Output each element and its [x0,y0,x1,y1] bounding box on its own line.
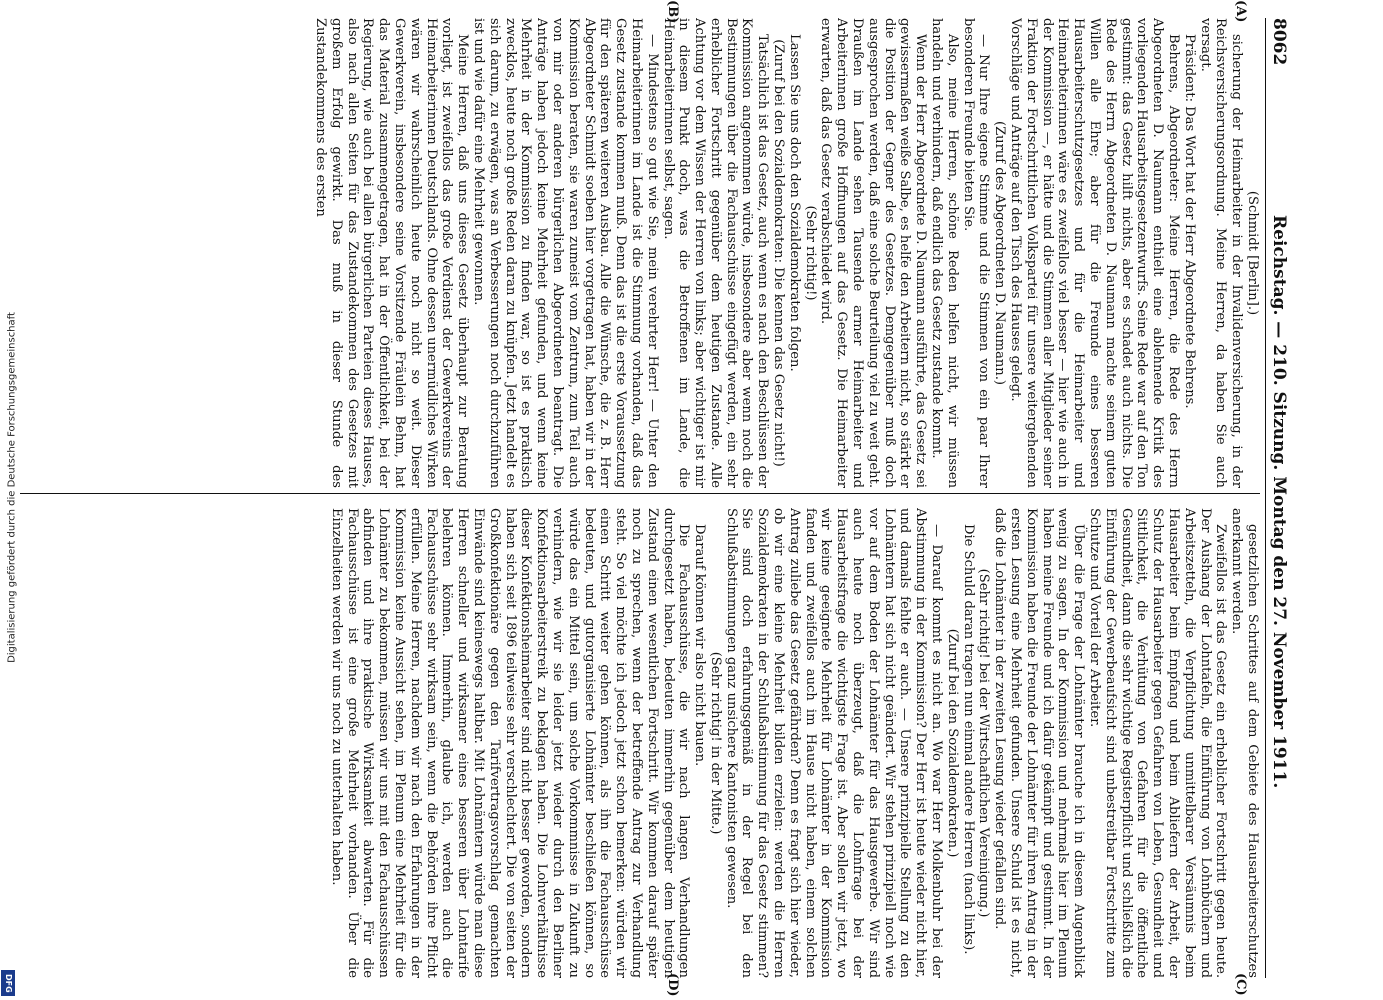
paragraph: (Zuruf bei den Sozialdemokraten: Die kennen das Gesetz nicht!) [771,39,787,467]
paragraph: (Schmidt [Berlin].) [1245,190,1260,316]
paragraph: Präsident: Das Wort hat der Herr Abgeordnete Behrens. [1181,34,1197,409]
paragraph: (Sehr richtig! bei der Wirtschaftlichen Vereinigung.) [976,568,992,918]
paragraph: gesetzlichen Schrittes auf dem Gebiete des Hausarbeiterschutzes anerkannt werden. [1229,508,1260,978]
paragraph: (Zuruf bei den Sozialdemokraten.) [944,628,960,858]
paragraph: Zweifellos ist das Gesetz ein erheblicher Fortschritt gegen heute. Der Aushang der Lohntafeln, die Einführung von Lohnbüchern und Arbeitszetteln, die Verpflichtung unmittelbarer Versäumnis beim Hausarbeiter beim Empfang und beim Abliefern der Arbeit, der Schutz der Hausarbeiter gegen Gefahren von Leben, Gesundheit und Sittlichkeit, die Verhütung von Gefahren für die öffentliche Gesundheit, dann die sehr wichtige Registerpflicht und schließlich die Einführung der Gewerbeaufsicht sind unbestreitbar Fortschritte zum Schutze und Vorteil der Arbeiter. [1087,508,1229,978]
dfg-logo-icon: DFG [1,970,15,996]
paragraph: (Sehr richtig!) [802,205,818,301]
paragraph: Wenn der Herr Abgeordnete D. Naumann ausführte, das Gesetz sei gewissermaßen weiße Salbe, es helfe den Arbeitern nicht, so stärkt er die Position der Gegner des Gesetzes. Demgegenüber muß doch ausgesprochen werden, daß eine solche Beurteilung viel zu weit geht. Draußen im Lande sehen Tausende armer Heimarbeiter und Arbeiterinnen große Hoffnungen auf das Gesetz. Die Heimarbeiter erwarten, daß das Gesetz verabschiedet wird. [818,18,929,488]
paragraph: sicherung der Heimarbeiter in der Invalidenversicherung, in der Reichsversicherungsordnung. Meine Herren, da haben Sie auch versagt. [1197,18,1245,488]
paragraph: Also, meine Herren, schöne Reden helfen nicht, wir müssen handeln und verhindern, daß endlich das Gesetz zustande kommt. [929,18,960,488]
rotated-page [10,0,1300,998]
paragraph: Darauf können wir also nicht bauen. [692,524,708,767]
margin-marker-b: (B) [665,0,680,24]
left-column [20,18,1260,488]
page-number: 8062 [1269,18,1289,66]
paragraph: — Mindestens so gut wie Sie, mein verehrter Herr! — Unter den Heimarbeiterinnen im Lande ist die Stimmung vorhanden, daß das Gesetz zustande kommen muß. Denn das ist die erste Voraussetzung für den späteren weiteren Ausbau. Alle die Wünsche, die z. B. Herr Abgeordneter Schmidt soeben hier vorgetragen hat, haben wir in der Kommission beraten, sie waren zumeist vom Zentrum, zum Teil auch von mir oder anderen bürgerlichen Abgeordneten beantragt. Die Anträge haben jedoch keine Mehrheit gefunden, und wenn keine Mehrheit in der Kommission zu finden war, so ist es praktisch zwecklos, heute noch große Reden daran zu knüpfen. Jetzt handelt es sich darum, zu erwägen, was an Verbesserungen noch durchzuführen ist und wie dafür eine Mehrheit gewonnen. [470,18,660,488]
digitization-credit: Digitalisierung gefördert durch die Deutsche Forschungsgemeinschaft [6,312,18,663]
paragraph: — Nur Ihre eigene Stimme und die Stimmen von ein paar Ihrer besonderen Freunde bieten Sie. [960,18,992,488]
page-title: Reichstag. — 210. Sitzung. Montag den 27. November 1911. [1269,215,1289,789]
paragraph: Lassen Sie uns doch den Sozialdemokraten folgen. [786,34,802,372]
paragraph: Meine Herren, daß uns dieses Gesetz überhaupt zur Beratung vorliegt, ist zweifellos das große Verdienst der Gewerkvereins der Heimarbeiterinnen Deutschlands. Ohne dessen unermüdliches Wirken wären wir wahrscheinlich heute noch nicht so weit. Dieser Gewerkverein, insbesondere seine Vorsitzende Fräulein Behm, hat das Material zusammengetragen, hat in der Öffentlichkeit, bei der Regierung, wie auch bei allen bürgerlichen Parteien dieses Hauses, also nach allen Seiten für das Zustandekommen des Gesetzes mit großem Erfolg gewirkt. Das muß in dieser Stunde des Zustandekommens des ersten [312,18,471,488]
right-column [20,508,1260,978]
paragraph: Behrens, Abgeordneter: Meine Herren, die Rede des Herrn Abgeordneten D. Naumann enthielt eine ablehnende Kritik des vorliegenden Hausarbeitsgesetzentwurfs. Seine Rede war auf den Ton gestimmt: das Gesetz hilft nichts, aber es schadet auch nichts. Die Rede des Herrn Abgeordneten D. Naumann machte seinem guten Willen alle Ehre; aber für die Freunde eines besseren Hausarbeiterschutzgesetzes und für die Heimarbeiter und Heimarbeiterinnen wäre es zweifellos viel besser — hier wie auch in der Kommission —, er hätte und die Stimmen aller Mitglieder seiner Fraktion der Fortschrittlichen Volkspartei für unsere weitergehenden Vorschläge und Anträge auf den Tisch des Hauses gelegt. [1008,18,1182,488]
paragraph: Tatsächlich ist das Gesetz, auch wenn es nach den Beschlüssen der Kommission angenommen würde, insbesondere aber wenn noch die Bestimmungen über die Fachausschüsse eingefügt werden, ein sehr erheblicher Fortschritt gegenüber dem heutigen Zustande. Alle Achtung vor dem Wissen der Herren von links; aber wichtiger ist mir in diesem Punkt doch, was die Betroffenen im Lande, die Heimarbeiterinnen selbst, sagen. [660,18,771,488]
margin-marker-d: (D) [665,973,680,997]
paragraph: Die Fachausschüsse, die wir nach langen Verhandlungen durchgesetzt haben, bedeuten immerhin gegenüber dem heutigen Zustand einen wesentlichen Fortschritt. Wir kommen darauf später noch zu sprechen, wenn der betreffende Antrag zur Verhandlung steht. So viel möchte ich jedoch jetzt schon bemerken: würden wir einen Schritt weiter gehen können, als ihn die Fachausschüsse bedeuten, und gutorganisierte Lohnämter beschließen können, so würde das ein Mittel sein, um solche Vorkommnisse in Zukunft zu verhindern, wie wir sie leider jetzt wieder durch den Berliner Konfektionsarbeiterstreik zu beklagen haben. Die Lohnverhältnisse dieser Konfektionsheimarbeiter sind nicht besser geworden, sondern haben sich seit 1896 teilweise sehr verschlechtert. Die von seiten der Großkonfektionäre gegen den Tarifvertragsvorschlag gemachten Einwände sind keineswegs haltbar. Mit Lohnämtern würde man diese Herren schneller und wirksamer eines besseren über Lohntarife belehren können. Immerhin, glaube ich, werden auch die Fachausschüsse sehr wirksam sein, wenn die Behörden ihre Pflicht erfüllen. Meine Herren, nachdem wir nach den Erfahrungen in der Kommission keine Aussicht sehen, im Plenum eine Mehrheit für die Lohnämter zu bekommen, müssen wir uns mit den Fachausschüssen abfinden und ihre praktische Wirksamkeit abwarten. Für die Fachausschüsse ist eine große Mehrheit vorhanden. Über die Einzelheiten werden wir uns noch zu unterhalten haben. [328,508,692,978]
margin-marker-a: (A) [1233,0,1248,23]
paragraph: Über die Frage der Lohnämter brauche ich in diesem Augenblick wenig zu sagen. In der Kommission und mehrmals hier im Plenum haben meine Freunde und ich dafür gekämpft und gestimmt. In der Kommission haben die Freunde der Lohnämter für ihren Antrag in der ersten Lesung eine Mehrheit gefunden. Unsere Schuld ist es nicht, daß die Lohnämter in der zweiten Lesung wieder gefallen sind. [992,508,1087,978]
paragraph: — Darauf kommt es nicht an. Wo war Herr Molkenbuhr bei der Abstimmung in der Kommission? Der Herr ist heute wieder nicht hier, und damals fehlte er auch. — Unsere prinzipielle Stellung zu den Lohnämtern hat sich nicht geändert. Wir stehen prinzipiell noch wie vor auf dem Boden der Lohnämter für das Hausgewerbe. Wir sind auch heute noch überzeugt, daß die Lohnfrage bei der Hausarbeitsfrage die wichtigste Frage ist. Aber sollen wir jetzt, wo wir keine geeignete Mehrheit für Lohnämter in der Kommission fanden und zweifellos auch im Hause nicht haben, einem solchen Antrag zuliebe das Gesetz gefährden? Denn es fragt sich hier wieder, ob wir eine kleine Mehrheit bilden erzielen: werden die Herren Sozialdemokraten in der Schlußabstimmung für das Gesetz stimmen? Sie sind doch erfahrungsgemäß in der Regel bei den Schlußabstimmungen ganz unsichere Kantonisten gewesen. [723,508,945,978]
paragraph: Die Schuld daran tragen nun einmal andere Herren (nach links). [960,524,976,955]
page-header [1265,18,1292,978]
margin-marker-c: (C) [1233,973,1248,996]
paragraph: (Sehr richtig! in der Mitte.) [707,651,723,835]
column-divider [20,493,1260,494]
paragraph: (Zuruf des Abgeordneten D. Naumann.) [992,120,1008,386]
